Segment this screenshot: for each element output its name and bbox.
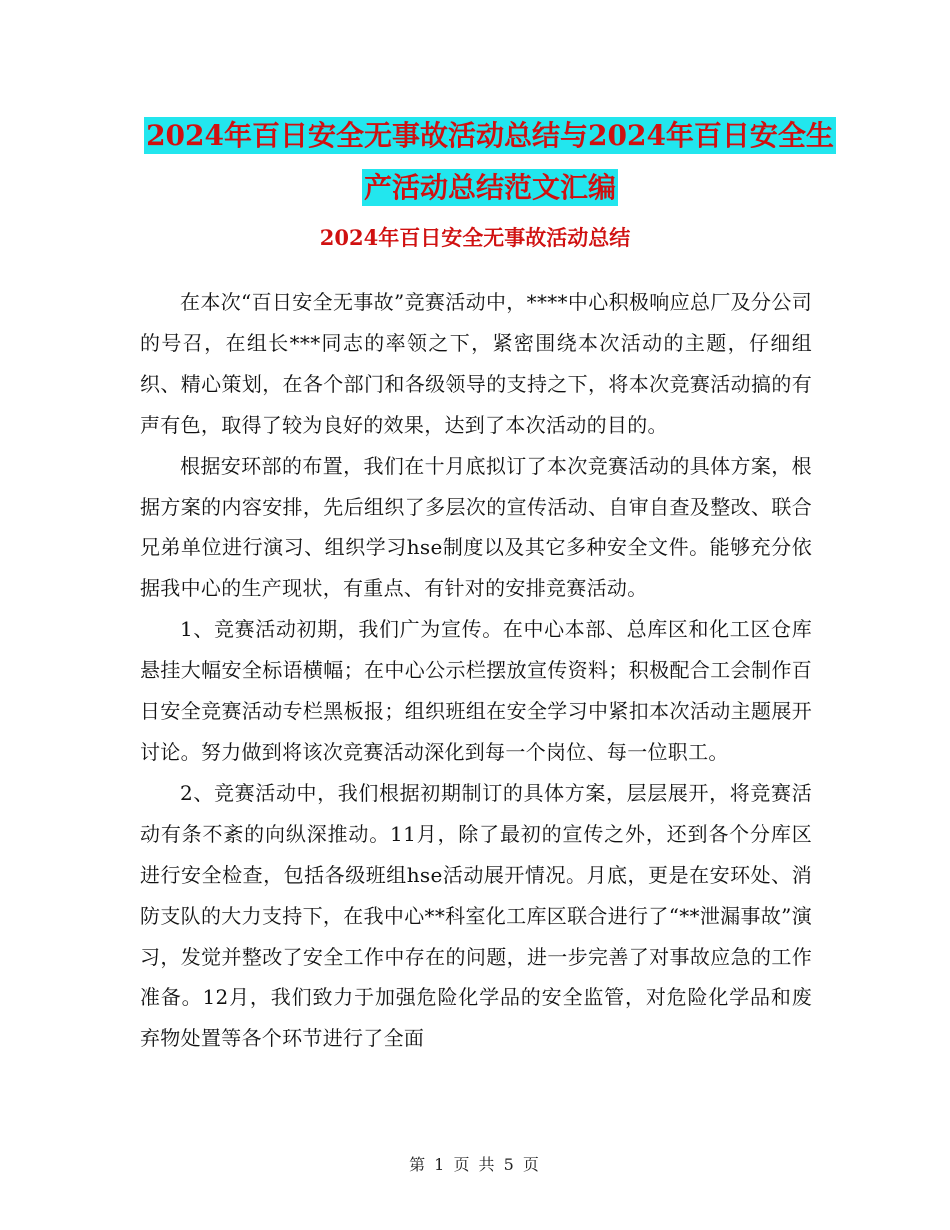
paragraph-1: 在本次“百日安全无事故”竞赛活动中，****中心积极响应总厂及分公司的号召，在组长***同志的率领之下，紧密围绕本次活动的主题，仔细组织、精心策划，在各个部门和各级领导的支持之下，将本次竞赛活动搞的有声有色，取得了较为良好的效果，达到了本次活动的目的。: [140, 290, 812, 437]
page-footer: 第 1 页 共 5 页: [409, 1155, 541, 1174]
paragraph-2: 根据安环部的布置，我们在十月底拟订了本次竞赛活动的具体方案，根据方案的内容安排，先后组织了多层次的宣传活动、自审自查及整改、联合兄弟单位进行演习、组织学习hse制度以及其它多种安全文件。能够充分依据我中心的生产现状，有重点、有针对的安排竞赛活动。: [140, 453, 812, 601]
title-line-1: 2024年百日安全无事故活动总结与2024年百日安全生: [146, 119, 834, 152]
paragraph-4: 2、竞赛活动中，我们根据初期制订的具体方案，层层展开，将竞赛活动有条不紊的向纵深推动。11月，除了最初的宣传之外，还到各个分库区进行安全检查，包括各级班组hse活动展开情况。月底，更是在安环处、消防支队的大力支持下，在我中心**科室化工库区联合进行了“**泄漏事故”演习，发觉并整改了安全工作中存在的问题，进一步完善了对事故应急的工作准备。12月，我们致力于加强危险化学品的安全监管，对危险化学品和废弃物处置等各个环节进行了全面: [140, 780, 812, 1051]
paragraph-3: 1、竞赛活动初期，我们广为宣传。在中心本部、总库区和化工区仓库悬挂大幅安全标语横幅；在中心公示栏摆放宣传资料；积极配合工会制作百日安全竞赛活动专栏黑板报；组织班组在安全学习中紧扣本次活动主题展开讨论。努力做到将该次竞赛活动深化到每一个岗位、每一位职工。: [140, 617, 812, 764]
document-title: [140, 110, 840, 214]
title-line-2: 产活动总结范文汇编: [363, 171, 616, 204]
section-title: 2024年百日安全无事故活动总结: [319, 225, 631, 250]
document-body: [140, 282, 812, 1059]
